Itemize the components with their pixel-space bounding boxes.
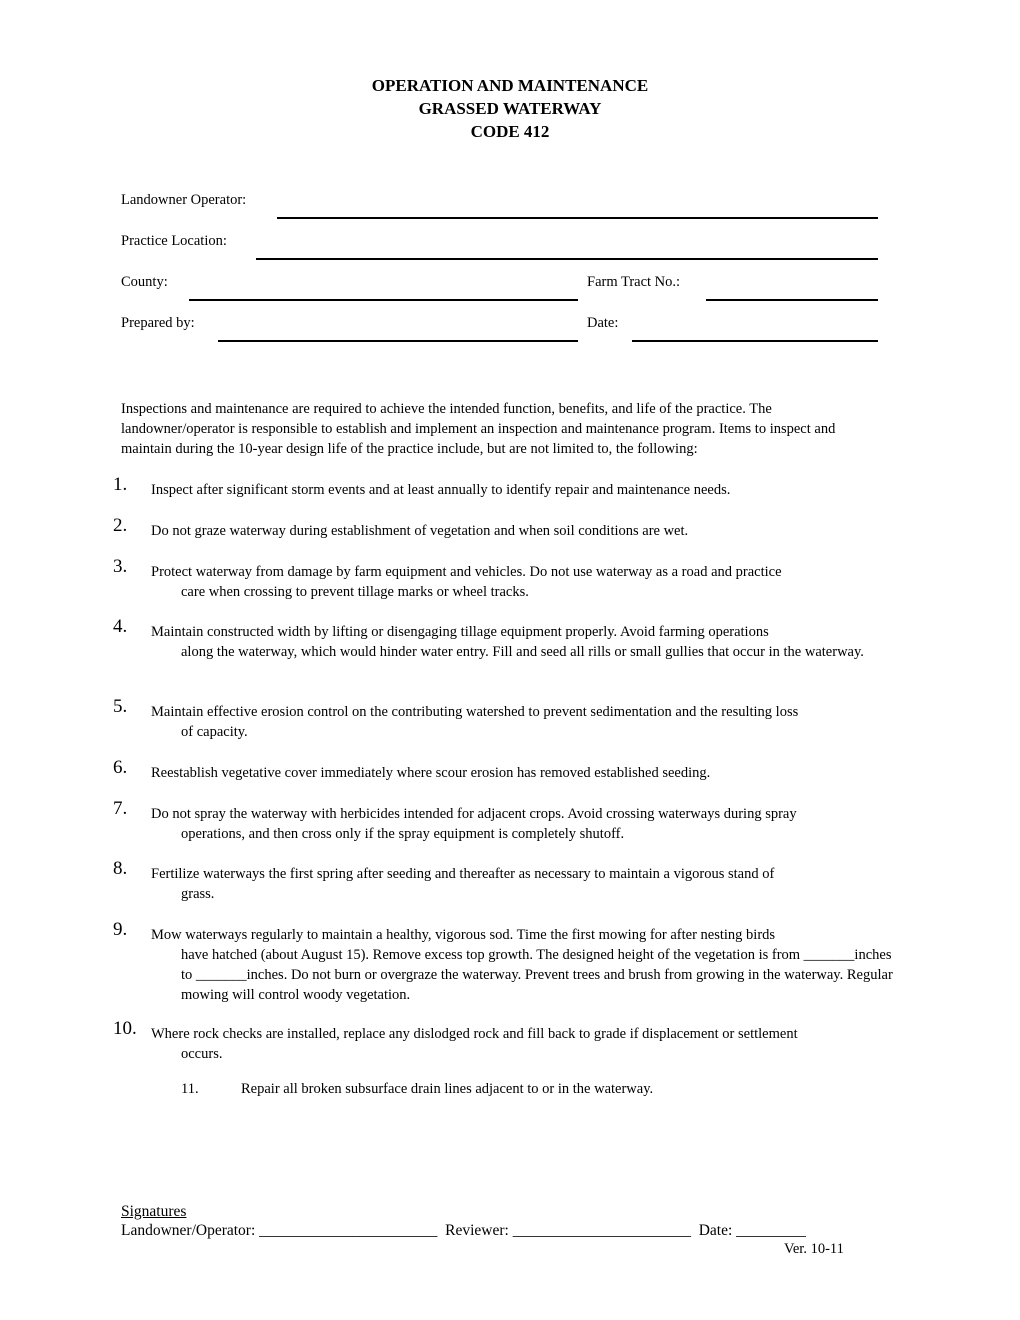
item-text: Where rock checks are installed, replace any dislodged rock and fill back to grade if displacement or settlement [151, 1026, 798, 1042]
list-item-11 [181, 1081, 653, 1098]
item-number: 11. [181, 1081, 199, 1097]
item-continuation: care when crossing to prevent tillage marks or wheel tracks. [181, 584, 529, 600]
list-item [113, 556, 903, 602]
item-text: Fertilize waterways the first spring after seeding and thereafter as necessary to maintain a vigorous stand of [151, 866, 775, 882]
item-number: 8. [113, 858, 128, 879]
item-continuation: occurs. [181, 1046, 223, 1062]
signature-line[interactable]: Landowner/Operator: _______________________ Reviewer: _______________________ Date: _________ [121, 1222, 806, 1239]
farm-tract-label: Farm Tract No.: [587, 274, 681, 290]
version-label: Ver. 10-11 [784, 1241, 844, 1257]
practice-location-field[interactable] [256, 258, 878, 260]
list-item [113, 919, 903, 1005]
intro-paragraph: Inspections and maintenance are required to achieve the intended function, benefits, and life of the practice. The landowner/operator is responsible to establish and implement an inspection and maintenance program. Items to inspect and maintain during the 10-year design life of the practice include, but are not limited to, the following: [121, 401, 836, 457]
item-number: 5. [113, 696, 128, 717]
item-text: Maintain effective erosion control on the contributing watershed to prevent sedimentation and the resulting loss [151, 704, 799, 720]
document-title [0, 74, 1020, 143]
item-number: 9. [113, 919, 128, 940]
landowner-operator-field[interactable] [277, 217, 878, 219]
list-item [113, 616, 903, 662]
date-label: Date: [587, 315, 619, 331]
practice-location-label: Practice Location: [121, 233, 227, 249]
list-item [113, 1018, 903, 1064]
item-number: 3. [113, 556, 128, 577]
item-number: 10. [113, 1018, 137, 1039]
farm-tract-field[interactable] [706, 299, 878, 301]
list-item [113, 474, 903, 500]
list-item [113, 696, 903, 742]
item-number: 6. [113, 757, 128, 778]
title-line-2: GRASSED WATERWAY [418, 99, 602, 118]
item-number: 7. [113, 798, 128, 819]
item-continuation: of capacity. [181, 724, 248, 740]
list-item [113, 858, 903, 904]
item-number: 4. [113, 616, 128, 637]
item-continuation: along the waterway, which would hinder water entry. Fill and seed all rills or small gullies that occur in the waterway. [181, 644, 864, 660]
prepared-by-label: Prepared by: [121, 315, 195, 331]
item-text: Mow waterways regularly to maintain a healthy, vigorous sod. Time the first mowing for after nesting birds [151, 927, 776, 943]
item-text: Protect waterway from damage by farm equipment and vehicles. Do not use waterway as a road and practice [151, 564, 782, 580]
title-line-3: CODE 412 [470, 122, 550, 141]
item-number: 1. [113, 474, 128, 495]
item-text: Do not spray the waterway with herbicides intended for adjacent crops. Avoid crossing waterways during spray [151, 806, 797, 822]
item-text: Repair all broken subsurface drain lines adjacent to or in the waterway. [241, 1081, 654, 1097]
item-number: 2. [113, 515, 128, 536]
item-continuation: have hatched (about August 15). Remove excess top growth. The designed height of the vegetation is from _______inches to _______inches. Do not burn or overgraze the waterway. Prevent trees and brush from growing in the waterway. Regular mowing will control woody vegetation. [181, 947, 893, 1003]
signatures-heading: Signatures [121, 1203, 187, 1220]
item-text: Reestablish vegetative cover immediately where scour erosion has removed established seeding. [151, 765, 711, 781]
date-field[interactable] [632, 340, 878, 342]
item-text: Maintain constructed width by lifting or disengaging tillage equipment properly. Avoid farming operations [151, 624, 769, 640]
item-text: Do not graze waterway during establishment of vegetation and when soil conditions are wet. [151, 523, 689, 539]
list-item [113, 515, 903, 541]
item-continuation: grass. [181, 886, 215, 902]
prepared-by-field[interactable] [218, 340, 578, 342]
list-item [113, 798, 903, 844]
title-line-1: OPERATION AND MAINTENANCE [371, 76, 649, 95]
item-text: Inspect after significant storm events and at least annually to identify repair and maintenance needs. [151, 482, 731, 498]
county-field[interactable] [189, 299, 578, 301]
list-item [113, 757, 903, 783]
item-continuation: operations, and then cross only if the spray equipment is completely shutoff. [181, 826, 625, 842]
landowner-operator-label: Landowner Operator: [121, 192, 247, 208]
county-label: County: [121, 274, 168, 290]
